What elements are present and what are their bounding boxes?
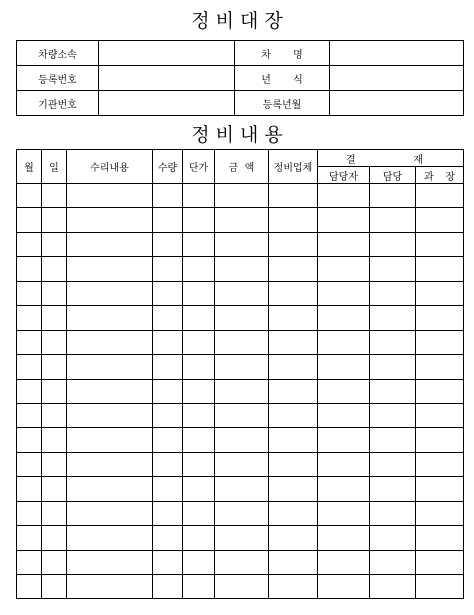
cell-amount[interactable] (215, 257, 269, 281)
cell-unit-price[interactable] (183, 428, 215, 452)
cell-unit-price[interactable] (183, 257, 215, 281)
table-row (17, 281, 464, 305)
field-registration-date[interactable] (330, 91, 464, 116)
cell-approver-manager[interactable] (416, 575, 464, 599)
cell-approver-manager[interactable] (416, 355, 464, 379)
cell-approver-staff[interactable] (318, 257, 370, 281)
table-row (17, 257, 464, 281)
cell-quantity[interactable] (153, 550, 183, 574)
cell-unit-price[interactable] (183, 526, 215, 550)
cell-month[interactable] (17, 575, 42, 599)
cell-approver-staff[interactable] (318, 306, 370, 330)
cell-vendor[interactable] (269, 477, 318, 501)
header-manager-right: 장 (445, 171, 456, 183)
cell-month[interactable] (17, 526, 42, 550)
cell-month[interactable] (17, 355, 42, 379)
section-title: 정 비 내 용 (191, 124, 283, 146)
cell-vendor[interactable] (269, 550, 318, 574)
cell-approver-staff[interactable] (318, 477, 370, 501)
cell-approver-charge[interactable] (370, 428, 416, 452)
cell-content[interactable] (67, 452, 153, 476)
cell-amount[interactable] (215, 208, 269, 232)
cell-approver-staff[interactable] (318, 355, 370, 379)
table-row (17, 526, 464, 550)
table-row (17, 330, 464, 354)
cell-approver-charge[interactable] (370, 355, 416, 379)
cell-approver-staff[interactable] (318, 232, 370, 256)
document-title: 정 비 대 장 (191, 10, 283, 32)
cell-quantity[interactable] (153, 379, 183, 403)
cell-approver-staff[interactable] (318, 330, 370, 354)
header-approver-charge: 담당 (370, 167, 416, 184)
cell-day[interactable] (42, 306, 67, 330)
cell-approver-manager[interactable] (416, 428, 464, 452)
label-vehicle-name: 차 명 (235, 41, 330, 66)
label-vehicle-affiliation: 차량소속 (17, 41, 99, 66)
cell-month[interactable] (17, 330, 42, 354)
table-row (17, 306, 464, 330)
cell-approver-manager[interactable] (416, 257, 464, 281)
label-registration-number: 등록번호 (17, 66, 99, 91)
cell-vendor[interactable] (269, 330, 318, 354)
header-approval (318, 150, 464, 167)
cell-approver-manager[interactable] (416, 281, 464, 305)
table-row (17, 550, 464, 574)
cell-day[interactable] (42, 232, 67, 256)
table-row (17, 208, 464, 232)
cell-approver-staff[interactable] (318, 403, 370, 427)
table-row (17, 452, 464, 476)
cell-month[interactable] (17, 379, 42, 403)
cell-amount[interactable] (215, 501, 269, 525)
cell-amount[interactable] (215, 355, 269, 379)
cell-content[interactable] (67, 575, 153, 599)
cell-approver-manager[interactable] (416, 477, 464, 501)
cell-day[interactable] (42, 355, 67, 379)
cell-amount[interactable] (215, 330, 269, 354)
table-row (17, 355, 464, 379)
cell-amount[interactable] (215, 281, 269, 305)
cell-unit-price[interactable] (183, 306, 215, 330)
cell-approver-manager[interactable] (416, 306, 464, 330)
cell-month[interactable] (17, 257, 42, 281)
table-row (17, 428, 464, 452)
field-vehicle-name[interactable] (330, 41, 464, 66)
cell-unit-price[interactable] (183, 403, 215, 427)
header-amount: 금 액 (215, 150, 269, 184)
cell-approver-staff[interactable] (318, 550, 370, 574)
cell-quantity[interactable] (153, 501, 183, 525)
cell-month[interactable] (17, 281, 42, 305)
cell-day[interactable] (42, 257, 67, 281)
cell-approver-charge[interactable] (370, 281, 416, 305)
cell-vendor[interactable] (269, 501, 318, 525)
cell-month[interactable] (17, 403, 42, 427)
cell-quantity[interactable] (153, 452, 183, 476)
cell-approver-manager[interactable] (416, 184, 464, 208)
cell-content[interactable] (67, 355, 153, 379)
cell-quantity[interactable] (153, 477, 183, 501)
cell-approver-manager[interactable] (416, 330, 464, 354)
cell-day[interactable] (42, 330, 67, 354)
cell-approver-manager[interactable] (416, 501, 464, 525)
cell-approver-staff[interactable] (318, 379, 370, 403)
cell-day[interactable] (42, 501, 67, 525)
cell-month[interactable] (17, 232, 42, 256)
cell-vendor[interactable] (269, 575, 318, 599)
cell-content[interactable] (67, 281, 153, 305)
cell-approver-charge[interactable] (370, 403, 416, 427)
cell-amount[interactable] (215, 452, 269, 476)
table-row (17, 575, 464, 599)
cell-month[interactable] (17, 184, 42, 208)
vehicle-info-table (16, 40, 464, 116)
cell-amount[interactable] (215, 428, 269, 452)
info-row-affiliation (17, 41, 464, 66)
label-engine-number: 기관번호 (17, 91, 99, 116)
cell-vendor[interactable] (269, 257, 318, 281)
header-approver-manager (416, 167, 464, 184)
cell-vendor[interactable] (269, 306, 318, 330)
cell-approver-manager[interactable] (416, 232, 464, 256)
cell-content[interactable] (67, 501, 153, 525)
cell-vendor[interactable] (269, 184, 318, 208)
cell-approver-staff[interactable] (318, 428, 370, 452)
table-row (17, 184, 464, 208)
cell-approver-charge[interactable] (370, 306, 416, 330)
repair-content-table (16, 149, 464, 599)
header-day: 일 (42, 150, 67, 184)
cell-amount[interactable] (215, 575, 269, 599)
cell-quantity[interactable] (153, 281, 183, 305)
cell-unit-price[interactable] (183, 355, 215, 379)
cell-unit-price[interactable] (183, 501, 215, 525)
cell-quantity[interactable] (153, 257, 183, 281)
cell-approver-staff[interactable] (318, 452, 370, 476)
cell-approver-manager[interactable] (416, 379, 464, 403)
cell-day[interactable] (42, 428, 67, 452)
cell-amount[interactable] (215, 379, 269, 403)
cell-approver-manager[interactable] (416, 403, 464, 427)
cell-approver-manager[interactable] (416, 550, 464, 574)
header-approval-right: 재 (413, 154, 424, 166)
cell-unit-price[interactable] (183, 452, 215, 476)
table-row (17, 379, 464, 403)
cell-vendor[interactable] (269, 281, 318, 305)
cell-approver-manager[interactable] (416, 452, 464, 476)
cell-vendor[interactable] (269, 232, 318, 256)
header-manager-left: 과 (424, 171, 434, 183)
field-registration-number[interactable] (99, 66, 235, 91)
cell-unit-price[interactable] (183, 330, 215, 354)
cell-approver-charge[interactable] (370, 477, 416, 501)
cell-content[interactable] (67, 330, 153, 354)
cell-quantity[interactable] (153, 428, 183, 452)
table-row (17, 232, 464, 256)
cell-unit-price[interactable] (183, 184, 215, 208)
field-model-year[interactable] (330, 66, 464, 91)
cell-vendor[interactable] (269, 526, 318, 550)
cell-day[interactable] (42, 403, 67, 427)
cell-content[interactable] (67, 550, 153, 574)
cell-quantity[interactable] (153, 306, 183, 330)
cell-month[interactable] (17, 477, 42, 501)
cell-quantity[interactable] (153, 526, 183, 550)
cell-day[interactable] (42, 208, 67, 232)
header-unit-price: 단가 (183, 150, 215, 184)
cell-approver-staff[interactable] (318, 526, 370, 550)
cell-day[interactable] (42, 379, 67, 403)
cell-approver-charge[interactable] (370, 208, 416, 232)
cell-content[interactable] (67, 477, 153, 501)
cell-vendor[interactable] (269, 355, 318, 379)
header-repair-content: 수리내용 (67, 150, 153, 184)
cell-amount[interactable] (215, 477, 269, 501)
cell-month[interactable] (17, 501, 42, 525)
cell-approver-manager[interactable] (416, 208, 464, 232)
cell-unit-price[interactable] (183, 550, 215, 574)
cell-approver-manager[interactable] (416, 526, 464, 550)
cell-amount[interactable] (215, 184, 269, 208)
cell-day[interactable] (42, 575, 67, 599)
table-row (17, 501, 464, 525)
cell-month[interactable] (17, 428, 42, 452)
cell-unit-price[interactable] (183, 379, 215, 403)
cell-content[interactable] (67, 208, 153, 232)
cell-vendor[interactable] (269, 428, 318, 452)
cell-day[interactable] (42, 184, 67, 208)
cell-approver-charge[interactable] (370, 575, 416, 599)
cell-quantity[interactable] (153, 330, 183, 354)
header-approver-staff: 담당자 (318, 167, 370, 184)
cell-approver-charge[interactable] (370, 526, 416, 550)
field-vehicle-affiliation[interactable] (99, 41, 235, 66)
cell-month[interactable] (17, 452, 42, 476)
header-month: 월 (17, 150, 42, 184)
cell-quantity[interactable] (153, 403, 183, 427)
cell-quantity[interactable] (153, 575, 183, 599)
cell-content[interactable] (67, 526, 153, 550)
cell-approver-charge[interactable] (370, 452, 416, 476)
cell-day[interactable] (42, 477, 67, 501)
cell-quantity[interactable] (153, 232, 183, 256)
cell-approver-charge[interactable] (370, 330, 416, 354)
cell-content[interactable] (67, 379, 153, 403)
cell-content[interactable] (67, 428, 153, 452)
cell-unit-price[interactable] (183, 208, 215, 232)
cell-unit-price[interactable] (183, 281, 215, 305)
cell-vendor[interactable] (269, 379, 318, 403)
cell-approver-charge[interactable] (370, 232, 416, 256)
cell-approver-staff[interactable] (318, 184, 370, 208)
cell-content[interactable] (67, 306, 153, 330)
cell-month[interactable] (17, 306, 42, 330)
label-registration-date: 등록년월 (235, 91, 330, 116)
cell-quantity[interactable] (153, 208, 183, 232)
cell-quantity[interactable] (153, 184, 183, 208)
cell-day[interactable] (42, 281, 67, 305)
field-engine-number[interactable] (99, 91, 235, 116)
cell-approver-staff[interactable] (318, 575, 370, 599)
cell-month[interactable] (17, 208, 42, 232)
cell-vendor[interactable] (269, 452, 318, 476)
cell-month[interactable] (17, 550, 42, 574)
cell-quantity[interactable] (153, 355, 183, 379)
cell-approver-staff[interactable] (318, 501, 370, 525)
cell-amount[interactable] (215, 403, 269, 427)
cell-approver-charge[interactable] (370, 501, 416, 525)
table-row (17, 477, 464, 501)
cell-content[interactable] (67, 184, 153, 208)
cell-day[interactable] (42, 526, 67, 550)
cell-amount[interactable] (215, 550, 269, 574)
cell-day[interactable] (42, 452, 67, 476)
header-approval-left: 결 (346, 154, 356, 166)
cell-approver-charge[interactable] (370, 184, 416, 208)
label-model-year: 년 식 (235, 66, 330, 91)
cell-amount[interactable] (215, 526, 269, 550)
repair-header-row (17, 150, 464, 167)
cell-content[interactable] (67, 257, 153, 281)
cell-content[interactable] (67, 403, 153, 427)
header-repair-vendor: 정비업체 (269, 150, 318, 184)
cell-vendor[interactable] (269, 208, 318, 232)
cell-content[interactable] (67, 232, 153, 256)
cell-unit-price[interactable] (183, 477, 215, 501)
cell-amount[interactable] (215, 306, 269, 330)
header-quantity: 수량 (153, 150, 183, 184)
cell-unit-price[interactable] (183, 232, 215, 256)
info-row-registration (17, 66, 464, 91)
cell-amount[interactable] (215, 232, 269, 256)
cell-approver-charge[interactable] (370, 550, 416, 574)
cell-approver-charge[interactable] (370, 257, 416, 281)
cell-day[interactable] (42, 550, 67, 574)
table-row (17, 403, 464, 427)
cell-unit-price[interactable] (183, 575, 215, 599)
cell-approver-staff[interactable] (318, 208, 370, 232)
cell-vendor[interactable] (269, 403, 318, 427)
cell-approver-staff[interactable] (318, 281, 370, 305)
info-row-engine (17, 91, 464, 116)
cell-approver-charge[interactable] (370, 379, 416, 403)
